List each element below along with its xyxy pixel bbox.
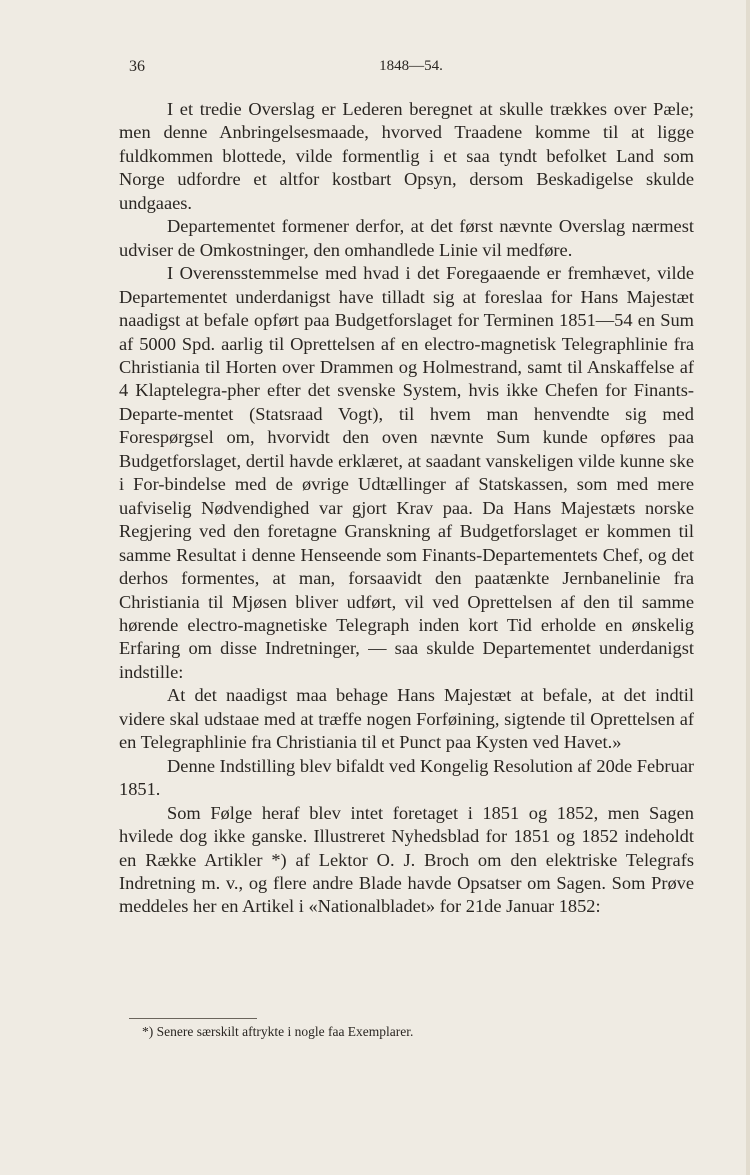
paragraph-1: I et tredie Overslag er Lederen beregnet at skulle trækkes over Pæle; men denne Anbringelsesmaade, hvorved Traadene komme til at ligge fuldkommen blottede, vilde formentlig i et saa tyndt befolket Land som Norge udfordre et altfor kostbart Opsyn, dersom Beskadigelse skulde undgaaes. [119, 99, 694, 213]
footnote: *) Senere særskilt aftrykte i nogle faa Exemplarer. [142, 1024, 414, 1039]
page-number: 36 [129, 58, 145, 75]
paragraph-3: I Overensstemmelse med hvad i det Foregaaende er fremhævet, vilde Departementet underdanigst have tilladt sig at foreslaa for Hans Majestæt naadigst at befale opført paa Budgetforslaget for Terminen 1851—54 en Sum af 5000 Spd. aarlig til Oprettelsen af en electro-magnetisk Telegraphlinie fra Christiania til Horten over Drammen og Holmestrand, samt til Anskaffelse af 4 Klaptelegra-pher efter det svenske System, hvis ikke Chefen for Finants-Departe-mentet (Statsraad Vogt), til hvem man henvendte sig med Forespørgsel om, hvorvidt den oven nævnte Sum kunde opføres paa Budgetforslaget, dertil havde erklæret, at saadant vanskeligen vilde kunne ske i For-bindelse med de øvrige Udtællinger af Statskassen, som med mere uafviselig Nødvendighed var gjort Krav paa. Da Hans Majestæts norske Regjering ved den foretagne Granskning af Budgetforslaget er kommen til samme Resultat i denne Henseende som Finants-Departementets Chef, og det derhos formentes, at man, forsaavidt den paatænkte Jernbanelinie fra Christiania til Mjøsen bliver udført, vil ved Oprettelsen af den til samme hørende electro-magnetiske Telegraph inden kort Tid erholde en ønskelig Erfaring om disse Indretninger, — saa skulde Departementet underdanigst indstille: [119, 263, 694, 682]
paragraph-6: Som Følge heraf blev intet foretaget i 1851 og 1852, men Sagen hvilede dog ikke ganske. Illustreret Nyhedsblad for 1851 og 1852 indeholdt en Række Artikler *) af Lektor O. J. Broch om den elektriske Telegrafs Indretning m. v., og flere andre Blade havde Opsatser om Sagen. Som Prøve meddeles her en Artikel i «Nationalbladet» for 21de Januar 1852: [119, 802, 694, 917]
page-header [129, 58, 693, 82]
page-edge [746, 0, 750, 1175]
paragraph-4: At det naadigst maa behage Hans Majestæt at befale, at det indtil videre skal udstaae med at træffe nogen Forføining, sigtende til Oprettelsen af en Telegraphlinie fra Christiania til et Punct paa Kysten ved Havet.» [119, 685, 694, 753]
paragraph-5: Denne Indstilling blev bifaldt ved Kongelig Resolution af 20de Februar 1851. [119, 755, 694, 800]
body-text [119, 98, 694, 919]
running-title: 1848—54. [379, 58, 443, 74]
footnote-rule [129, 1018, 257, 1019]
paragraph-2: Departementet formener derfor, at det først nævnte Overslag nærmest udviser de Omkostninger, den omhandlede Linie vil medføre. [119, 216, 694, 260]
